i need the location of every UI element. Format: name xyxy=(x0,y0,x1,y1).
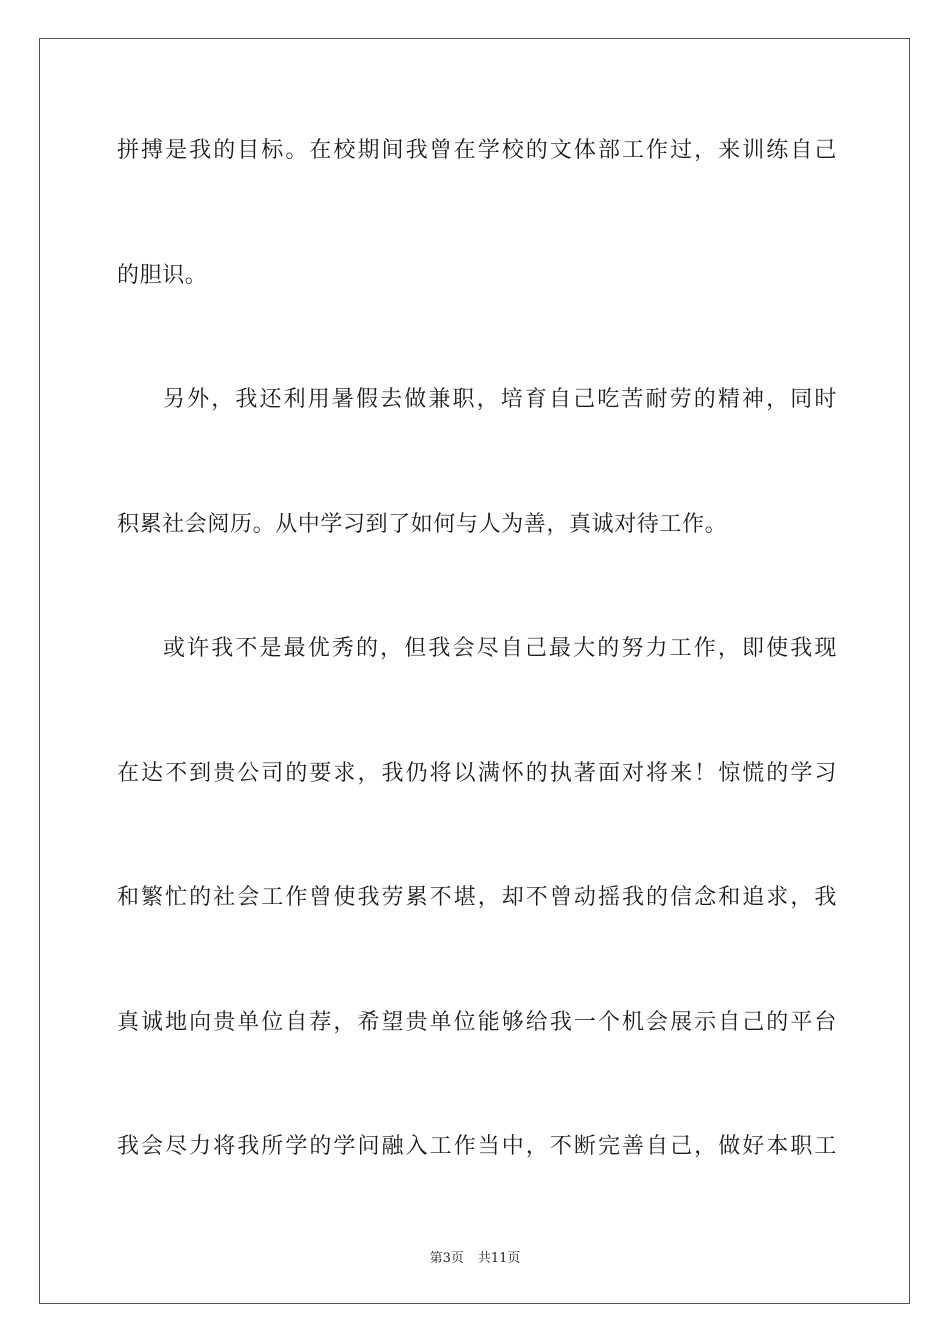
page-footer xyxy=(0,1247,950,1266)
body-line-3: 另外，我还利用暑假去做兼职，培育自己吃苦耐劳的精神，同时 xyxy=(163,387,837,412)
body-line-9: 我会尽力将我所学的学问融入工作当中，不断完善自己，做好本职工 xyxy=(117,1134,837,1159)
page-number-total: 共11页 xyxy=(477,1251,521,1266)
body-line-7: 和繁忙的社会工作曾使我劳累不堪，却不曾动摇我的信念和追求，我 xyxy=(117,885,837,910)
body-line-5: 或许我不是最优秀的，但我会尽自己最大的努力工作，即使我现 xyxy=(163,636,837,661)
page-number-current: 第3页 xyxy=(429,1251,464,1266)
page-border xyxy=(39,38,910,1304)
body-line-2: 的胆识。 xyxy=(117,263,208,288)
body-line-8: 真诚地向贵单位自荐，希望贵单位能够给我一个机会展示自己的平台 xyxy=(117,1010,837,1035)
body-line-6: 在达不到贵公司的要求，我仍将以满怀的执著面对将来！惊慌的学习 xyxy=(117,761,837,786)
body-line-1: 拼搏是我的目标。在校期间我曾在学校的文体部工作过，来训练自己 xyxy=(117,138,837,163)
body-line-4: 积累社会阅历。从中学习到了如何与人为善，真诚对待工作。 xyxy=(117,512,728,537)
